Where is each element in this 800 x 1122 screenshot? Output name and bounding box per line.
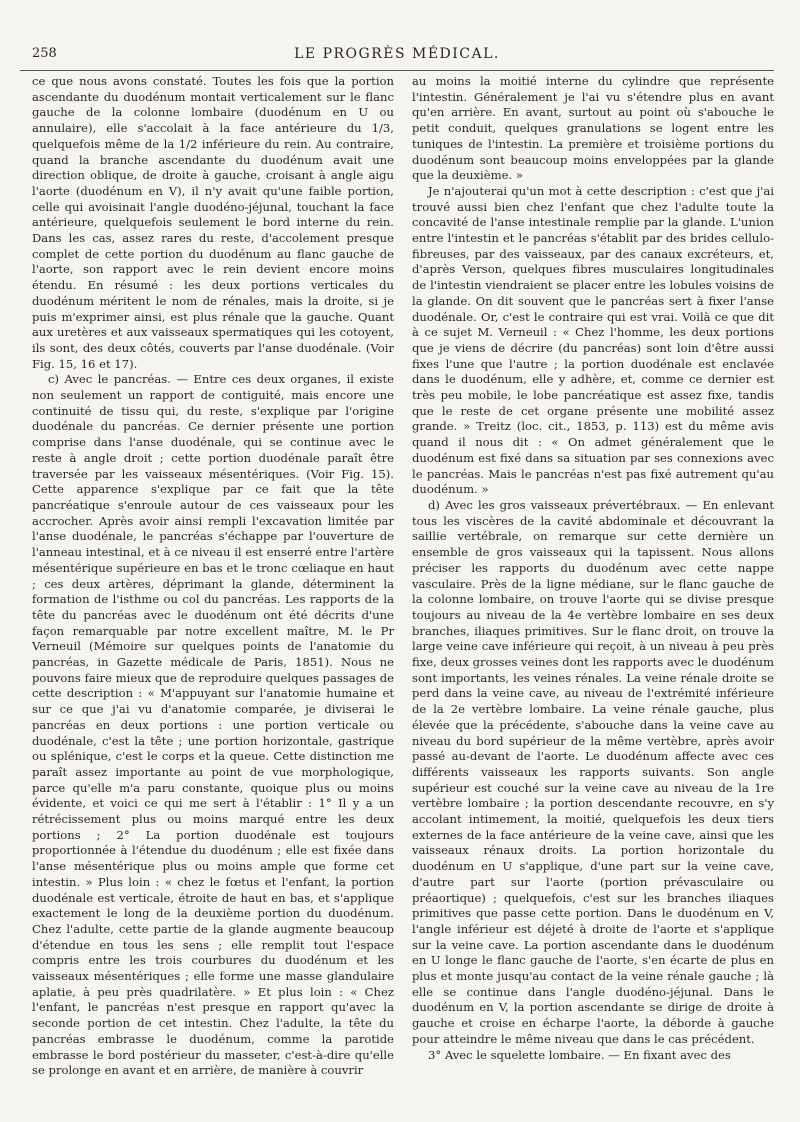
paragraph: 3° Avec le squelette lombaire. — En fixant avec des — [428, 1047, 731, 1062]
paragraph: c) Avec le pancréas. — Entre ces deux organes, il existe non seulement un rapport de contiguité, mais encore une continuité de tissu qui, du reste, s'explique par l'origine duodénale du pancréas. Ce dernier présente une portion comprise dans l'anse duodénale, qui se continue avec le reste à angle droit ; cette portion duodénale paraît être traversée par les vaisseaux mésentériques. (Voir Fig. 15). Cette apparence s'explique par ce fait que la tête pancréatique s'enroule autour de ces vaisseaux pour les accrocher. Après avoir ainsi rempli l'excavation limitée par l'anse duodénale, le pancréas s'échappe par l'ouverture de l'anneau intestinal, et à ce niveau il est enserré entre l'artère mésentérique supérieure en bas et le tronc cœliaque en haut ; ces deux artères, déprimant la glande, déterminent la formation de l'isthme ou col du pancréas. Les rapports de la tête du pancréas avec le duodénum ont été décrits d'une façon remarquable par notre excellent maître, M. le Pr Verneuil (Mémoire sur quelques points de l'anatomie du pancréas, in Gazette médicale de Paris, 1851). Nous ne pouvons faire mieux que de reproduire quelques passages de cette description : « M'appuyant sur l'anatomie humaine et sur ce que j'ai vu d'anatomie comparée, je diviserai le pancréas en deux portions : une portion verticale ou duodénale, c'est la tête ; une portion horizontale, gastrique ou splénique, c'est le corps et la queue. Cette distinction me paraît assez importante au point de vue morphologique, parce qu'elle m'a paru constante, quoique plus ou moins évidente, et voici ce qui me sert à l'établir : 1° Il y a un rétrécissement plus ou moins marqué entre les deux portions ; 2° La portion duodénale est toujours proportionnée à l'étendue du duodénum ; elle est fixée dans l'anse mésentérique plus ou moins ample que forme cet intestin. » Plus loin : « chez le fœtus et l'enfant, la portion duodénale est verticale, étroite de haut en bas, et s'applique exactement le long de la deuxième portion du duodénum. Chez l'adulte, cette partie de la glande augmente beaucoup d'étendue en tous les sens ; elle remplit tout l'espace compris entre les trois courbures du duodénum et les vaisseaux mésentériques ; elle forme une masse glandulaire aplatie, à peu près quadrilatère. » Et plus loin : « Chez l'enfant, le pancréas n'est presque en rapport qu'avec la seconde portion de cet intestin. Chez l'adulte, la tête du pancréas embrasse le duodénum, comme la parotide embrasse le bord postérieur du masseter, c'est-à-dire qu'elle se prolonge en avant et en arrière, de manière à couvrir — [32, 372, 394, 1078]
journal-title: LE PROGRÈS MÉDICAL. — [294, 46, 500, 62]
paragraph: d) Avec les gros vaisseaux prévertébraux. — En enlevant tous les viscères de la cavité abdominale et découvrant la saillie vertébrale, on remarque sur cette dernière un ensemble de gros vaisseaux qui la tapissent. Nous allons préciser les rapports du duodénum avec cette nappe vasculaire. Près de la ligne médiane, sur le flanc gauche de la colonne lombaire, on trouve l'aorte qui se divise presque toujours au niveau de la 4e vertèbre lombaire en ses deux branches, iliaques primitives. Sur le flanc droit, on trouve la large veine cave inférieure qui reçoit, à un niveau à peu près fixe, deux grosses veines dont les rapports avec le duodénum sont importants, les veines rénales. La veine rénale droite se perd dans la veine cave, au niveau de l'extrémité inférieure de la 2e vertèbre lombaire. La veine rénale gauche, plus élevée que la précédente, s'abouche dans la veine cave au niveau du bord supérieur de la même vertèbre, après avoir passé au-devant de l'aorte. Le duodénum affecte avec ces différents vaisseaux les rapports suivants. Son angle supérieur est couché sur la veine cave au niveau de la 1re vertèbre lombaire ; la portion descendante recouvre, en s'y accolant intimement, la moitié, quelquefois les deux tiers externes de la face antérieure de la veine cave, ainsi que les vaisseaux rénaux droits. La portion horizontale du duodénum en U s'applique, d'une part sur la veine cave, d'autre part sur l'aorte (portion prévasculaire ou préaortique) ; quelquefois, c'est sur les branches iliaques primitives que passe cette portion. Dans le duodénum en V, l'angle inférieur est déjeté à droite de l'aorte et s'applique sur la veine cave. La portion ascendante dans le duodénum en U longe le flanc gauche de l'aorte, s'en écarte de plus en plus et monte jusqu'au contact de la veine rénale gauche ; là elle se continue dans l'angle duodéno-jéjunal. Dans le duodénum en V, la portion ascendante se dirige de droite à gauche et croise en écharpe l'aorte, la déborde à gauche pour atteindre le même niveau que dans le cas précédent. — [412, 497, 774, 1046]
paragraph: Je n'ajouterai qu'un mot à cette description : c'est que j'ai trouvé aussi bien chez l'enfant que chez l'adulte toute la concavité de l'anse intestinale remplie par la glande. L'union entre l'intestin et le pancréas s'établit par des brides cellulo-fibreuses, par des vaisseaux, par des canaux excréteurs, et, d'après Verson, quelques fibres musculaires longitudinales de l'intestin viendraient se placer entre les lobules voisins de la glande. On dit souvent que le pancréas sert à fixer l'anse duodénale. Or, c'est le contraire qui est vrai. Voilà ce que dit à ce sujet M. Verneuil : « Chez l'homme, les deux portions que je viens de décrire (du pancréas) sont loin d'être aussi fixes l'une que l'autre ; la portion duodénale est enclavée dans le duodénum, elle y adhère, et, comme ce dernier est très peu mobile, le lobe pancréatique est assez fixe, tandis que le reste de cet organe présente une mobilité assez grande. » Treitz (loc. cit., 1853, p. 113) est du même avis quand il nous dit : « On admet généralement que le duodénum est fixé dans sa situation par ses connexions avec le pancréas. Mais le pancréas n'est pas fixé autrement qu'au duodénum. » — [412, 183, 774, 497]
right-column — [412, 74, 774, 1079]
paragraph: au moins la moitié interne du cylindre que représente l'intestin. Généralement je l'ai vu s'étendre plus en avant qu'en arrière. En avant, surtout au point où s'abouche le petit conduit, quelques granulations se logent entre les tuniques de l'intestin. La première et troisième portions du duodénum sont beaucoup moins enveloppées par la glande que la deuxième. » — [412, 74, 774, 183]
header-rule — [20, 70, 774, 71]
text-columns — [32, 74, 774, 1079]
page-number: 258 — [32, 46, 57, 61]
running-header — [20, 38, 774, 60]
left-column — [32, 74, 394, 1079]
paragraph: ce que nous avons constaté. Toutes les fois que la portion ascendante du duodénum montait verticalement sur le flanc gauche de la colonne lombaire (duodénum en U ou annulaire), elle s'accolait à la face antérieure du 1/3, quelquefois même de la 1/2 inférieure du rein. Au contraire, quand la branche ascendante du duodénum avait une direction oblique, de droite à gauche, croisant à angle aigu l'aorte (duodénum en V), il n'y avait qu'une faible portion, celle qui avoisinait l'angle duodéno-jéjunal, touchant la face antérieure, quelquefois seulement le bord interne du rein. Dans les cas, assez rares du reste, d'accolement presque complet de cette portion du duodénum au flanc gauche de l'aorte, son rapport avec le rein devient encore moins étendu. En résumé : les deux portions verticales du duodénum méritent le nom de rénales, mais la droite, si je puis m'exprimer ainsi, est plus rénale que la gauche. Quant aux uretères et aux vaisseaux spermatiques qui les cotoyent, ils sont, des deux côtés, couverts par l'anse duodénale. (Voir Fig. 15, 16 et 17). — [32, 74, 394, 371]
